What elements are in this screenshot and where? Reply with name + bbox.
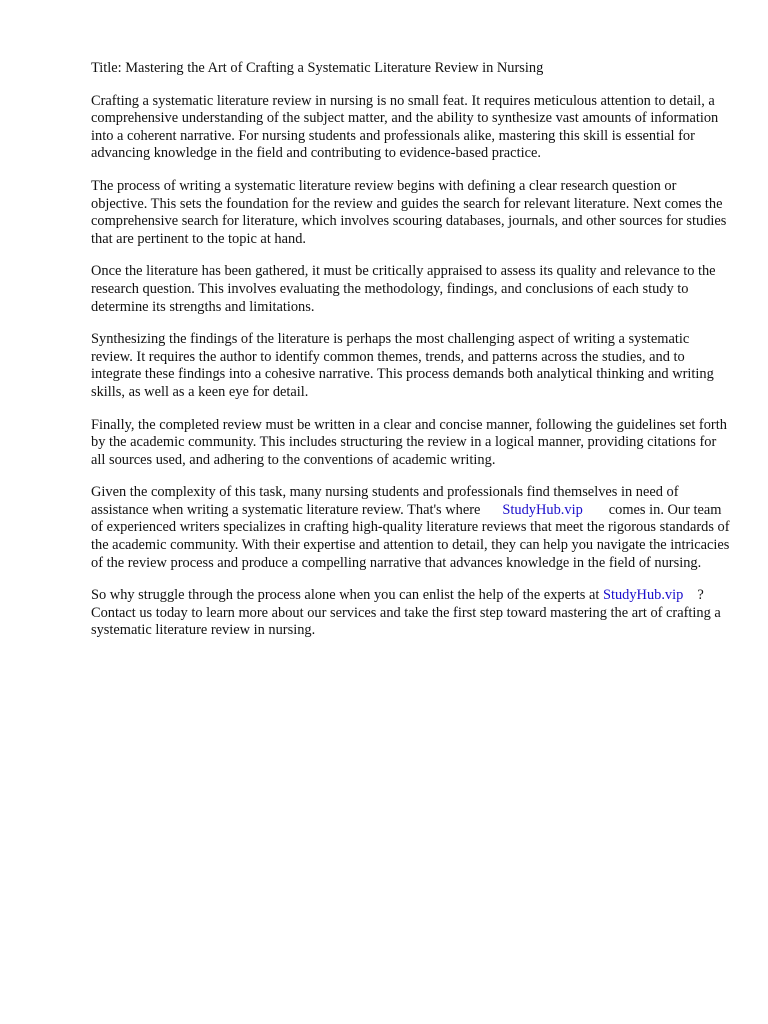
paragraph-appraisal: Once the literature has been gathered, it must be critically appraised to assess its quality and relevance to the research question. This involves evaluating the methodology, findings, and conclusions of each study to determine its strengths and limitations.: [91, 263, 716, 315]
paragraph-assistance: [91, 484, 731, 572]
paragraph-intro: Crafting a systematic literature review in nursing is no small feat. It requires meticulous attention to detail, a comprehensive understanding of the subject matter, and the ability to synthesize vast amounts of information into a coherent narrative. For nursing students and professionals alike, mastering this skill is essential for advancing knowledge in the field and contributing to evidence-based practice.: [91, 92, 719, 162]
paragraph-closing-text-before: So why struggle through the process alone when you can enlist the help of the experts at: [91, 587, 600, 604]
document-page: [91, 60, 731, 655]
paragraph-assistance-text-before: Given the complexity of this task, many nursing students and professionals find themselves in need of assistance when writing a systematic literature review. That's where: [91, 484, 679, 518]
studyhub-link-closing[interactable]: StudyHub.vip: [602, 587, 684, 604]
paragraph-closing: [91, 587, 731, 640]
studyhub-link[interactable]: StudyHub.vip: [502, 501, 583, 518]
paragraph-closing-text-after: ? Contact us today to learn more about our services and take the first step toward mastering the art of crafting a systematic literature review in nursing.: [91, 587, 721, 639]
document-title: Title: Mastering the Art of Crafting a Systematic Literature Review in Nursing: [91, 60, 544, 76]
paragraph-writing: Finally, the completed review must be written in a clear and concise manner, following the guidelines set forth by the academic community. This includes structuring the review in a logical manner, providing citations for all sources used, and adhering to the conventions of academic writing.: [91, 416, 727, 468]
paragraph-assistance-text-after: comes in. Our team of experienced writers specializes in crafting high-quality literature reviews that meet the rigorous standards of the academic community. With their expertise and attention to detail, they can help you navigate the intricacies of the review process and produce a compelling narrative that advances knowledge in the field of nursing.: [91, 501, 730, 571]
paragraph-synthesis: Synthesizing the findings of the literature is perhaps the most challenging aspect of writing a systematic review. It requires the author to identify common themes, trends, and patterns across the studies, and to integrate these findings into a cohesive narrative. This process demands both analytical thinking and writing skills, as well as a keen eye for detail.: [91, 331, 714, 400]
paragraph-process: The process of writing a systematic literature review begins with defining a clear research question or objective. This sets the foundation for the review and guides the search for relevant literature. Next comes the comprehensive search for literature, which involves scouring databases, journals, and other sources for studies that are pertinent to the topic at hand.: [91, 177, 727, 247]
